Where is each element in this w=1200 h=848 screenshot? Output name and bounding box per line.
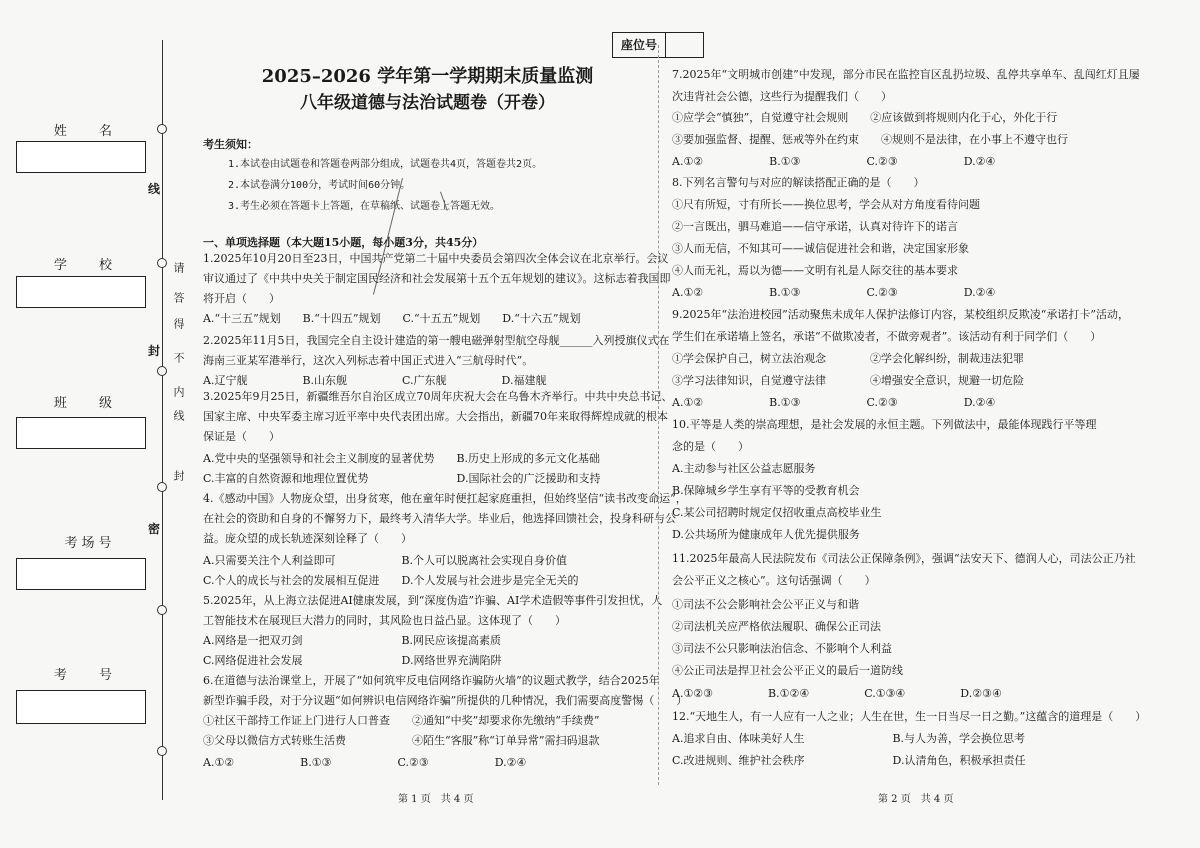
question-line: 2.2025年11月5日，我国完全自主设计建造的第一艘电磁弹射型航空母舰______入列授旗仪式在 — [203, 334, 670, 347]
school-input-box[interactable] — [16, 276, 146, 308]
binding-char: 封 — [148, 344, 161, 358]
question-line: 11.2025年最高人民法院发布《司法公正保障条例》，强调“法安天下、德润人心，司法公正乃社 — [672, 552, 1136, 565]
question-line: 3.2025年9月25日，新疆维吾尔自治区成立70周年庆祝大会在乌鲁木齐举行。中共中央总书记、 — [203, 390, 673, 403]
exam-room-label: 考场号 — [64, 536, 116, 551]
option-line: ①尺有所短，寸有所长——换位思考，学会从对方角度看待问题 — [672, 198, 980, 211]
binding-line — [162, 40, 163, 800]
page-footer-right: 第 2 页 共 4 页 — [878, 794, 954, 805]
question-line: 在社会的资助和自身的不懈努力下，最终考入清华大学。毕业后，他选择回馈社会，投身科研与公 — [203, 512, 676, 525]
question-line: 4.《感动中国》人物庞众望，出身贫寒，他在童年时便扛起家庭重担，但始终坚信“读书改变命运”， — [203, 492, 687, 505]
question-line: 审议通过了《中共中央关于制定国民经济和社会发展第十五个五年规划的建议》。这标志着我国即 — [203, 272, 671, 285]
option-line: ①司法不公会影响社会公平正义与和谐 — [672, 598, 859, 611]
option-line: A.①② B.①③ C.②③ D.②④ — [203, 756, 527, 769]
question-line: 会公平正义之核心”。这句话强调（ ） — [672, 574, 876, 587]
question-line: 1.2025年10月20日至23日，中国共产党第二十届中央委员会第四次全体会议在北京举行。会议 — [203, 252, 669, 265]
option-line: D.公共场所为健康成年人优先提供服务 — [672, 528, 860, 541]
binding-char: 得 — [172, 318, 185, 329]
binding-char: 内 — [172, 386, 185, 397]
exam-title: 2025–2026 学年第一学期期末质量监测 — [261, 66, 594, 87]
binding-char: 线 — [172, 410, 185, 421]
question-line: 5.2025年，从上海立法促进AI健康发展，到“深度伪造”诈骗、AI学术造假等事件引发担忧，人 — [203, 594, 663, 607]
option-line: A.①②③ B.①②④ C.①③④ D.②③④ — [672, 687, 1002, 700]
option-line: ②司法机关应严格依法履职、确保公正司法 — [672, 620, 881, 633]
note-item: 1.本试卷由试题卷和答题卷两部分组成，试题卷共4页，答题卷共2页。 — [228, 159, 543, 170]
class-label: 班 级 — [53, 396, 127, 411]
option-line: ①学会保护自己，树立法治观念 ②学会化解纠纷，制裁违法犯罪 — [672, 352, 1024, 365]
seat-number-label: 座位号 — [613, 33, 666, 57]
option-line: ③司法不公只影响法治信念、不影响个人利益 — [672, 642, 892, 655]
question-line: 8.下列名言警句与对应的解读搭配正确的是（ ） — [672, 176, 925, 189]
option-line: A.“十三五”规划 B.“十四五”规划 C.“十五五”规划 D.“十六五”规划 — [203, 312, 581, 325]
page-footer-left: 第 1 页 共 4 页 — [398, 794, 474, 805]
option-line: A.①② B.①③ C.②③ D.②④ — [672, 286, 996, 299]
exam-number-input-box[interactable] — [16, 690, 146, 724]
binding-hole — [157, 366, 167, 376]
class-input-box[interactable] — [16, 417, 146, 449]
question-line: 6.在道德与法治课堂上，开展了“如何筑牢反电信网络诈骗防火墙”的议题式教学，结合2025年 — [203, 674, 660, 687]
option-line: ③父母以微信方式转账生活费 ④陌生“客服”称“订单异常”需扫码退款 — [203, 734, 600, 747]
page-divider — [658, 45, 659, 785]
question-line: 10.平等是人类的崇高理想，是社会发展的永恒主题。下列做法中，最能体现践行平等理 — [672, 418, 1097, 431]
question-line: 7.2025年“文明城市创建”中发现，部分市民在监控盲区乱扔垃圾、乱停共享单车、乱闯红灯且屡 — [672, 68, 1140, 81]
option-line: A.①② B.①③ C.②③ D.②④ — [672, 396, 996, 409]
option-line: C.改进规则、维护社会秩序 D.认清角色，积极承担责任 — [672, 754, 1026, 767]
section-heading: 一、单项选择题（本大题15小题，每小题3分，共45分） — [203, 236, 484, 249]
question-line: 学生们在承诺墙上签名，承诺“不做欺凌者，不做旁观者”。该活动有利于同学们（ ） — [672, 330, 1102, 343]
binding-hole — [157, 124, 167, 134]
option-line: C.个人的成长与社会的发展相互促进 D.个人发展与社会进步是完全无关的 — [203, 574, 579, 587]
question-line: 国家主席、中央军委主席习近平率中央代表团出席。大会指出，新疆70年来取得辉煌成就的根本 — [203, 410, 668, 423]
exam-number-label: 考 号 — [53, 668, 127, 683]
option-line: ③人而无信，不知其可——诚信促进社会和谐，决定国家形象 — [672, 242, 969, 255]
binding-char: 请 — [172, 262, 185, 273]
question-line: 新型诈骗手段，对于分议题“如何辨识电信网络诈骗”所提供的几种情况，我们需要高度警惕（ ） — [203, 694, 688, 707]
option-line: A.只需要关注个人利益即可 B.个人可以脱离社会实现自身价值 — [203, 554, 568, 567]
exam-room-input-box[interactable] — [16, 558, 146, 590]
notes-heading: 考生须知： — [203, 138, 258, 151]
exam-subtitle: 八年级道德与法治试题卷（开卷） — [300, 93, 555, 113]
note-item: 2.本试卷满分100分，考试时间60分钟。 — [228, 180, 411, 191]
seat-number-field[interactable] — [666, 33, 703, 57]
binding-hole — [157, 482, 167, 492]
option-line: C.丰富的自然资源和地理位置优势 D.国际社会的广泛援助和支持 — [203, 472, 601, 485]
option-line: ④公正司法是捍卫社会公平正义的最后一道防线 — [672, 664, 903, 677]
option-line: ①社区干部持工作证上门进行人口普查 ②通知“中奖”却要求你先缴纳“手续费” — [203, 714, 600, 727]
option-line: ③学习法律知识，自觉遵守法律 ④增强安全意识，规避一切危险 — [672, 374, 1024, 387]
option-line: ②一言既出，驷马难追——信守承诺，认真对待许下的诺言 — [672, 220, 958, 233]
option-line: ①应学会“慎独”，自觉遵守社会规则 ②应该做到将规则内化于心，外化于行 — [672, 111, 1058, 124]
question-line: 9.2025年“法治进校园”活动聚焦未成年人保护法修订内容，某校组织反欺凌“承诺打卡”活动， — [672, 308, 1129, 321]
binding-char: 封 — [172, 470, 185, 481]
option-line: A.辽宁舰 B.山东舰 C.广东舰 D.福建舰 — [203, 374, 547, 387]
option-line: A.党中央的坚强领导和社会主义制度的显著优势 B.历史上形成的多元文化基础 — [203, 452, 601, 465]
binding-char: 不 — [172, 352, 185, 363]
option-line: A.追求自由、体味美好人生 B.与人为善，学会换位思考 — [672, 732, 1026, 745]
question-line: 念的是（ ） — [672, 440, 749, 453]
option-line: ③要加强监督、提醒、惩戒等外在约束 ④规则不是法律，在小事上不遵守也行 — [672, 133, 1068, 146]
option-line: A.主动参与社区公益志愿服务 — [672, 462, 816, 475]
question-line: 次违背社会公德，这些行为提醒我们（ ） — [672, 90, 892, 103]
option-line: A.网络是一把双刃剑 B.网民应该提高素质 — [203, 634, 502, 647]
binding-char: 答 — [172, 292, 185, 303]
binding-hole — [157, 746, 167, 756]
binding-hole — [157, 605, 167, 615]
option-line: C.网络促进社会发展 D.网络世界充满陷阱 — [203, 654, 502, 667]
binding-hole — [157, 258, 167, 268]
binding-char: 线 — [148, 182, 161, 196]
question-line: 工智能技术在展现巨大潜力的同时，其风险也日益凸显。这体现了（ ） — [203, 614, 566, 627]
question-line: 海南三亚某军港举行，这次入列标志着中国正式进入“三航母时代”。 — [203, 354, 534, 367]
question-line: 益。庞众望的成长轨迹深刻诠释了（ ） — [203, 532, 412, 545]
question-line: 将开启（ ） — [203, 292, 280, 305]
option-line: A.①② B.①③ C.②③ D.②④ — [672, 155, 996, 168]
name-input-box[interactable] — [16, 141, 146, 173]
school-label: 学 校 — [53, 258, 127, 273]
option-line: C.某公司招聘时规定仅招收重点高校毕业生 — [672, 506, 882, 519]
name-label: 姓 名 — [53, 124, 127, 139]
question-line: 12.“天地生人，有一人应有一人之业；人生在世，生一日当尽一日之勤。”这蕴含的道理是（ ） — [672, 710, 1147, 723]
note-item: 3.考生必须在答题卡上答题，在草稿纸、试题卷上答题无效。 — [228, 201, 501, 212]
option-line: B.保障城乡学生享有平等的受教育机会 — [672, 484, 860, 497]
question-line: 保证是（ ） — [203, 430, 280, 443]
option-line: ④人而无礼，焉以为德——文明有礼是人际交往的基本要求 — [672, 264, 958, 277]
binding-char: 密 — [148, 522, 161, 536]
